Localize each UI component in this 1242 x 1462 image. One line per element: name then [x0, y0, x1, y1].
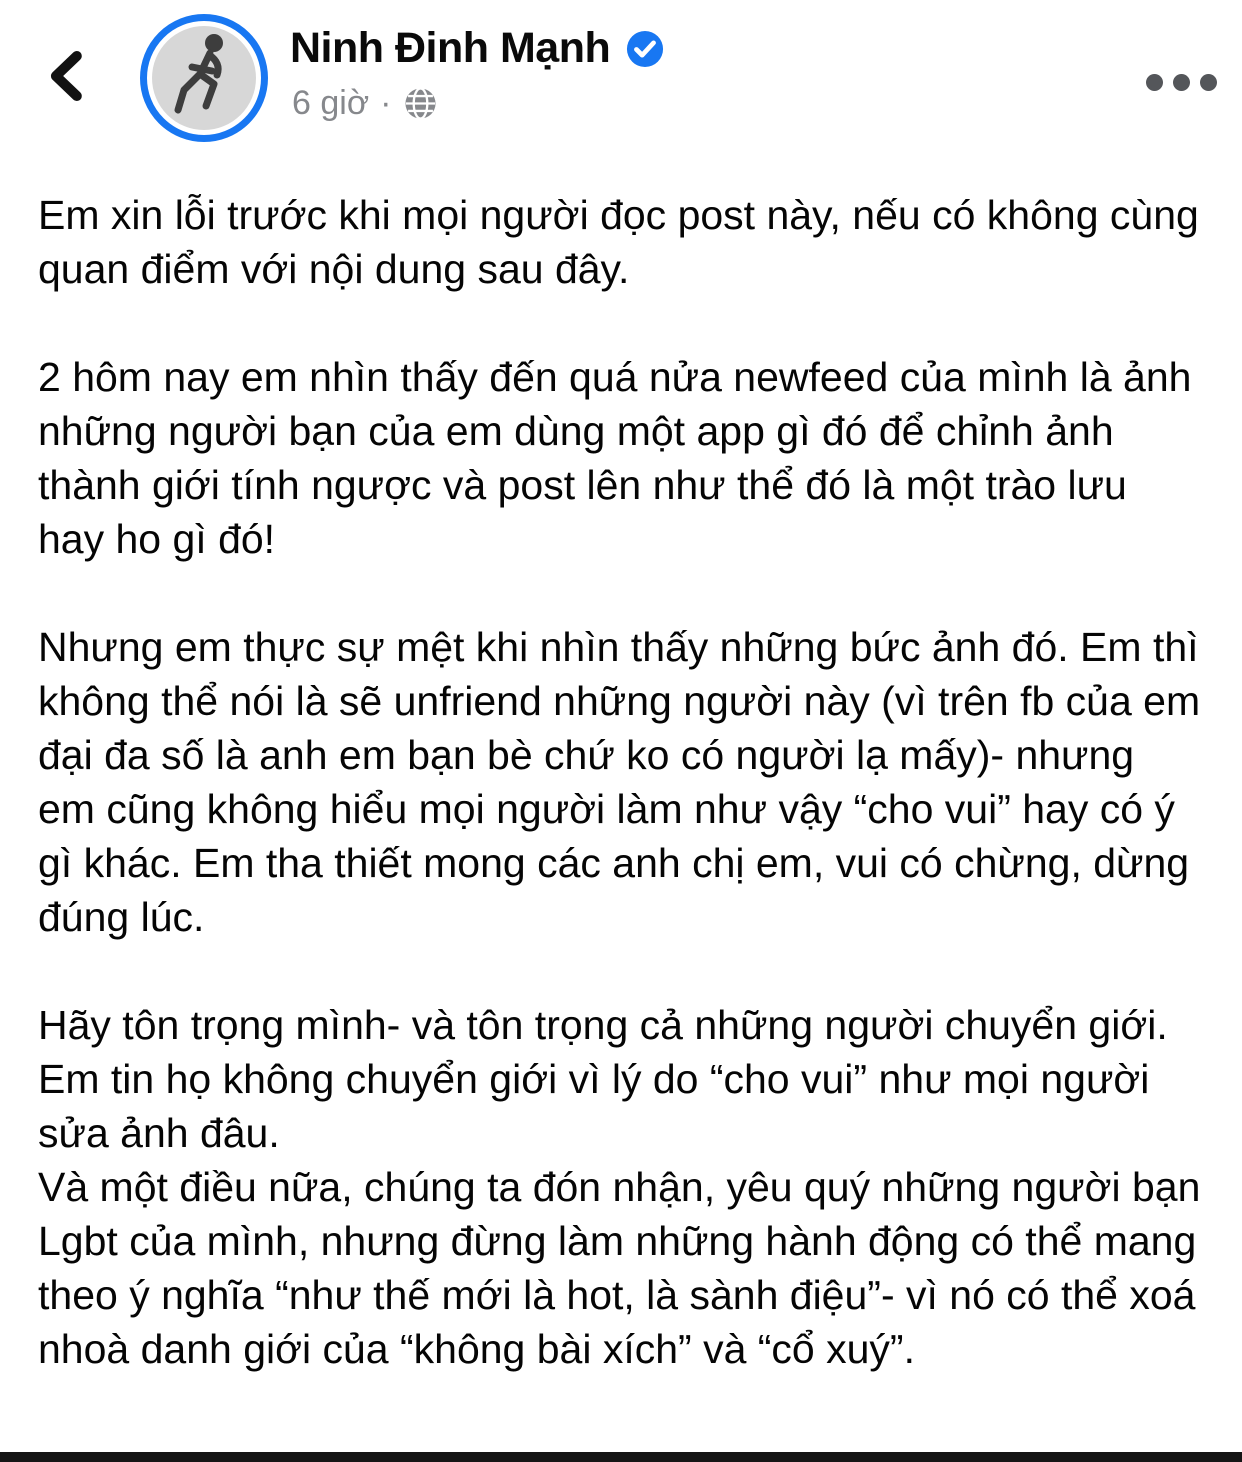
avatar[interactable]	[140, 14, 268, 142]
back-button[interactable]	[42, 48, 88, 108]
ellipsis-dot	[1146, 74, 1163, 91]
verified-badge-icon	[626, 30, 664, 68]
post-body	[0, 168, 1242, 1376]
globe-icon	[402, 87, 437, 120]
post-paragraph: Em xin lỗi trước khi mọi người đọc post này, nếu có không cùng quan điểm với nội dung sau đây.	[38, 192, 1199, 292]
post-paragraph: 2 hôm nay em nhìn thấy đến quá nửa newfeed của mình là ảnh những người bạn của em dùng một app gì đó để chỉnh ảnh thành giới tính ngược và post lên như thể đó là một trào lưu hay ho gì đó!	[38, 354, 1192, 562]
ellipsis-dot	[1200, 74, 1217, 91]
post-paragraph: Hãy tôn trọng mình- và tôn trọng cả những người chuyển giới. Em tin họ không chuyển giới vì lý do “cho vui” như mọi người sửa ảnh đâu.	[38, 1002, 1168, 1156]
jumping-person-image	[154, 26, 254, 130]
timestamp[interactable]: 6 giờ	[292, 84, 370, 122]
meta-separator: ·	[380, 84, 392, 122]
more-options-button[interactable]	[1142, 70, 1221, 95]
post-paragraph: Nhưng em thực sự mệt khi nhìn thấy những bức ảnh đó. Em thì không thể nói là sẽ unfriend những người này (vì trên fb của em đại đa số là anh em bạn bè chứ ko có người lạ mấy)- nhưng em cũng không hiểu mọi người làm như vậy “cho vui” hay có ý gì khác. Em tha thiết mong các anh chị em, vui có chừng, dừng đúng lúc.	[38, 624, 1201, 940]
post-paragraph: Và một điều nữa, chúng ta đón nhận, yêu quý những người bạn Lgbt của mình, nhưng đừng làm những hành động có thể mang theo ý nghĩa “như thế mới là hot, là sành điệu”- vì nó có thể xoá nhoà danh giới của “không bài xích” và “cổ xuý”.	[38, 1164, 1201, 1372]
ellipsis-dot	[1173, 74, 1190, 91]
chevron-left-icon	[45, 48, 85, 109]
profile-name[interactable]: Ninh Đinh Mạnh	[290, 24, 611, 72]
profile-name-row	[290, 24, 664, 73]
post-meta-row	[292, 84, 437, 123]
post-header	[0, 0, 1242, 168]
attached-photo-top-edge[interactable]	[0, 1452, 1242, 1462]
avatar-photo	[152, 26, 256, 130]
